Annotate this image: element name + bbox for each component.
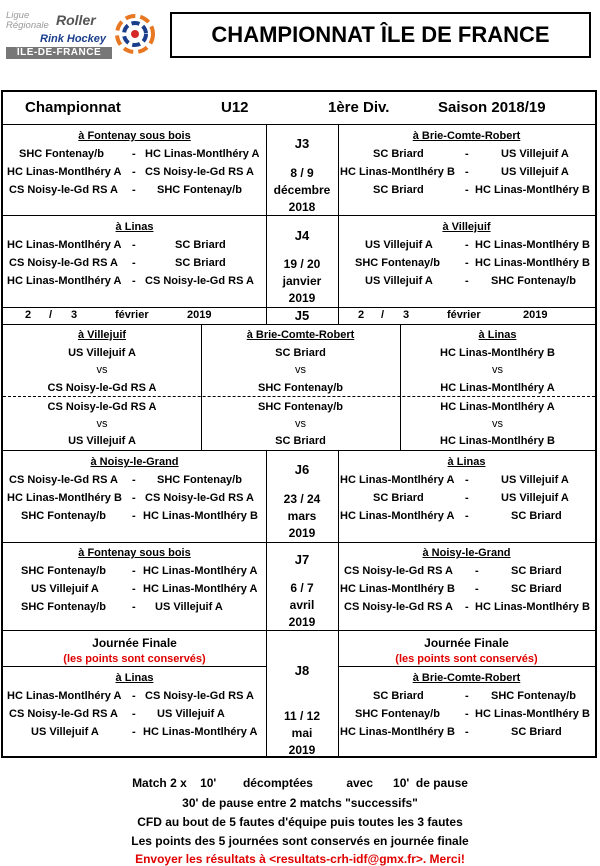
footer-points-rule: Les points des 5 journées sont conservés en journée finale (131, 834, 469, 848)
j8-left-home-2: CS Noisy-le-Gd RS A (9, 708, 118, 720)
j7-left-away-2: HC Linas-Montlhéry A (143, 583, 258, 595)
j3-right-home-2: HC Linas-Montlhéry B (340, 166, 455, 178)
j4-right-home-2: SHC Fontenay/b (355, 257, 440, 269)
footer-match-rule: Match 2 x 10' décomptées avec 10' de pause (132, 776, 468, 790)
j5-dashed-divider (3, 396, 595, 397)
footer-foul-rule: CFD au bout de 5 fautes d'équipe puis toutes les 3 fautes (137, 815, 463, 829)
header-category: U12 (221, 99, 249, 116)
j4-left-venue: à Linas (115, 221, 154, 233)
separator: - (132, 166, 136, 178)
j8-left-venue: à Linas (115, 672, 154, 684)
j4-month: janvier (282, 274, 322, 288)
j3-right-home-1: SC Briard (373, 148, 424, 160)
j5-col2-line1: SC Briard (275, 347, 326, 359)
separator: - (132, 184, 136, 196)
separator: - (132, 565, 136, 577)
j5-col2-line3: SHC Fontenay/b (258, 382, 343, 394)
j5-col1-venue: à Villejuif (77, 329, 127, 341)
j5-col1-line4: CS Noisy-le-Gd RS A (47, 401, 157, 413)
separator: - (132, 474, 136, 486)
j6-right-home-3: HC Linas-Montlhéry A (340, 510, 455, 522)
j8-right-final-label: Journée Finale (424, 636, 509, 650)
j5-col1-vs1: vs (96, 364, 108, 376)
j5-date-left-day2: 3 (71, 309, 78, 321)
j5-date-right-day1: 2 (358, 309, 365, 321)
j8-days: 11 / 12 (283, 709, 321, 723)
j5-col2-line4: SHC Fontenay/b (258, 401, 343, 413)
j5-date-left-slash: / (49, 309, 53, 321)
separator: - (132, 275, 136, 287)
j7-right-away-2: SC Briard (511, 583, 562, 595)
j6-right-away-3: SC Briard (511, 510, 562, 522)
j4-right-away-3: SHC Fontenay/b (491, 275, 576, 287)
separator: - (465, 239, 469, 251)
j4-year: 2019 (288, 291, 316, 305)
j3-left-home-2: HC Linas-Montlhéry A (7, 166, 122, 178)
j6-year: 2019 (288, 526, 316, 540)
separator: - (465, 257, 469, 269)
j4-right-venue: à Villejuif (442, 221, 491, 233)
row-divider (3, 324, 595, 325)
j5-col2-vs2: vs (295, 418, 306, 430)
j4-right-home-3: US Villejuif A (365, 275, 433, 287)
j5-date-right-year: 2019 (523, 309, 548, 321)
logo-brand-2: Rink Hockey (40, 33, 107, 45)
j5-col3-vs1: vs (492, 364, 503, 376)
row-divider (3, 215, 595, 216)
j7-left-home-2: US Villejuif A (31, 583, 99, 595)
j5-col3-line3: HC Linas-Montlhéry A (440, 382, 555, 394)
header-label: Championnat (25, 99, 121, 116)
j4-left-away-1: SC Briard (175, 239, 226, 251)
j5-date-right-slash: / (381, 309, 385, 321)
j7-left-venue: à Fontenay sous bois (78, 547, 191, 559)
j4-right-away-2: HC Linas-Montlhéry B (475, 257, 590, 269)
j5-col1-line6: US Villejuif A (68, 435, 136, 447)
separator: - (475, 565, 479, 577)
j5-col3-vs2: vs (492, 418, 503, 430)
j3-right-away-2: US Villejuif A (501, 166, 569, 178)
j5-col1-vs2: vs (96, 418, 108, 430)
j8-left-away-2: US Villejuif A (157, 708, 225, 720)
j8-right-venue: à Brie-Comte-Robert (412, 672, 521, 684)
footer-results-email[interactable]: Envoyer les résultats à <resultats-crh-idf@gmx.fr>. Merci! (135, 852, 465, 866)
row-divider (3, 542, 595, 543)
j7-days: 6 / 7 (290, 581, 314, 595)
j5-col2-line6: SC Briard (275, 435, 326, 447)
separator: - (465, 275, 469, 287)
j8-left-final-label: Journée Finale (92, 636, 177, 650)
schedule-table (1, 90, 597, 758)
j6-month: mars (287, 509, 317, 523)
j3-month: décembre (273, 183, 331, 197)
header-season: Saison 2018/19 (438, 99, 546, 116)
j6-code: J6 (294, 462, 310, 477)
j4-left-home-2: CS Noisy-le-Gd RS A (9, 257, 118, 269)
separator: - (465, 166, 469, 178)
j6-right-home-2: SC Briard (373, 492, 424, 504)
separator: - (465, 148, 469, 160)
separator: - (132, 492, 136, 504)
j4-left-away-2: SC Briard (175, 257, 226, 269)
j8-right-away-2: HC Linas-Montlhéry B (475, 708, 590, 720)
row-divider (3, 124, 595, 125)
j5-date-right-day2: 3 (403, 309, 410, 321)
j8-left-home-3: US Villejuif A (31, 726, 99, 738)
j7-left-away-1: HC Linas-Montlhéry A (143, 565, 258, 577)
j8-code: J8 (294, 663, 310, 678)
j8-left-away-3: HC Linas-Montlhéry A (143, 726, 258, 738)
j7-right-venue: à Noisy-le-Grand (422, 547, 511, 559)
j4-left-away-3: CS Noisy-le-Gd RS A (145, 275, 254, 287)
j6-right-home-1: HC Linas-Montlhéry A (340, 474, 455, 486)
j3-code: J3 (294, 136, 310, 151)
j5-col1-line1: US Villejuif A (68, 347, 136, 359)
logo-swirl-icon (114, 8, 156, 60)
row-divider (3, 450, 595, 451)
j8-right-away-1: SHC Fontenay/b (491, 690, 576, 702)
j3-left-away-3: SHC Fontenay/b (157, 184, 242, 196)
j8-left-points-note: (les points sont conservés) (63, 653, 206, 665)
j6-right-away-1: US Villejuif A (501, 474, 569, 486)
j3-left-home-3: CS Noisy-le-Gd RS A (9, 184, 118, 196)
j5-date-right-month: février (447, 309, 481, 321)
j6-right-away-2: US Villejuif A (501, 492, 569, 504)
j8-right-home-3: HC Linas-Montlhéry B (340, 726, 455, 738)
separator: - (465, 601, 469, 613)
j4-days: 19 / 20 (283, 257, 321, 271)
j5-col3-venue: à Linas (478, 329, 517, 341)
j7-right-away-1: SC Briard (511, 565, 562, 577)
j5-col2-venue: à Brie-Comte-Robert (246, 329, 355, 341)
j5-date-left-day1: 2 (25, 309, 32, 321)
separator: - (132, 583, 136, 595)
j7-right-home-1: CS Noisy-le-Gd RS A (344, 565, 453, 577)
j8-left-away-1: CS Noisy-le-Gd RS A (145, 690, 254, 702)
logo-region: ÎLE-DE-FRANCE (6, 47, 112, 59)
j3-right-away-3: HC Linas-Montlhéry B (475, 184, 590, 196)
j3-left-home-1: SHC Fontenay/b (19, 148, 104, 160)
j3-right-away-1: US Villejuif A (501, 148, 569, 160)
j7-month: avril (289, 598, 315, 612)
separator: - (465, 510, 469, 522)
logo-line-1: Ligue (6, 10, 30, 21)
j6-right-venue: à Linas (447, 456, 486, 468)
separator: - (132, 690, 136, 702)
j5-code: J5 (294, 308, 310, 323)
j4-left-home-3: HC Linas-Montlhéry A (7, 275, 122, 287)
col-divider (338, 450, 339, 756)
separator: - (465, 492, 469, 504)
row-divider (3, 666, 266, 667)
separator: - (132, 601, 136, 613)
j5-date-left-year: 2019 (187, 309, 212, 321)
j7-right-away-3: HC Linas-Montlhéry B (475, 601, 590, 613)
j6-left-venue: à Noisy-le-Grand (90, 456, 179, 468)
j6-left-away-3: HC Linas-Montlhéry B (143, 510, 258, 522)
league-logo (4, 6, 156, 64)
separator: - (465, 690, 469, 702)
logo-brand: Roller (56, 12, 96, 28)
j5-col3-line6: HC Linas-Montlhéry B (440, 435, 555, 447)
j8-month: mai (291, 726, 313, 740)
j7-right-home-2: HC Linas-Montlhéry B (340, 583, 455, 595)
j5-col2-vs1: vs (295, 364, 306, 376)
j3-days: 8 / 9 (290, 166, 314, 180)
j7-left-home-3: SHC Fontenay/b (21, 601, 106, 613)
j7-year: 2019 (288, 615, 316, 629)
separator: - (132, 239, 136, 251)
separator: - (132, 708, 136, 720)
j8-right-points-note: (les points sont conservés) (395, 653, 538, 665)
header-division: 1ère Div. (328, 99, 390, 116)
page-title: CHAMPIONNAT ÎLE DE FRANCE (170, 12, 591, 58)
j5-col1-line3: CS Noisy-le-Gd RS A (47, 382, 157, 394)
j6-left-home-2: HC Linas-Montlhéry B (7, 492, 122, 504)
j7-left-home-1: SHC Fontenay/b (21, 565, 106, 577)
j4-code: J4 (294, 228, 310, 243)
j4-left-home-1: HC Linas-Montlhéry A (7, 239, 122, 251)
separator: - (465, 184, 469, 196)
j3-right-venue: à Brie-Comte-Robert (412, 130, 521, 142)
j3-left-venue: à Fontenay sous bois (78, 130, 191, 142)
j4-right-away-1: HC Linas-Montlhéry B (475, 239, 590, 251)
j3-year: 2018 (288, 200, 316, 214)
j8-right-home-2: SHC Fontenay/b (355, 708, 440, 720)
separator: - (465, 474, 469, 486)
j3-left-away-2: CS Noisy-le-Gd RS A (145, 166, 254, 178)
j8-right-home-1: SC Briard (373, 690, 424, 702)
footer-pause-rule: 30' de pause entre 2 matchs "successifs" (182, 796, 418, 810)
j5-col3-line1: HC Linas-Montlhéry B (440, 347, 555, 359)
j6-days: 23 / 24 (283, 492, 321, 506)
j5-col3-line4: HC Linas-Montlhéry A (440, 401, 555, 413)
separator: - (132, 148, 136, 160)
separator: - (465, 726, 469, 738)
row-divider (3, 630, 595, 631)
separator: - (465, 708, 469, 720)
separator: - (475, 583, 479, 595)
j5-date-left-month: février (115, 309, 149, 321)
j7-code: J7 (294, 552, 310, 567)
j3-left-away-1: HC Linas-Montlhéry A (145, 148, 260, 160)
j6-left-away-2: CS Noisy-le-Gd RS A (145, 492, 254, 504)
separator: - (132, 726, 136, 738)
j8-year: 2019 (288, 743, 316, 757)
j8-left-home-1: HC Linas-Montlhéry A (7, 690, 122, 702)
logo-line-2: Régionale (6, 20, 49, 31)
j4-right-home-1: US Villejuif A (365, 239, 433, 251)
j6-left-away-1: SHC Fontenay/b (157, 474, 242, 486)
j6-left-home-3: SHC Fontenay/b (21, 510, 106, 522)
row-divider (338, 666, 595, 667)
j6-left-home-1: CS Noisy-le-Gd RS A (9, 474, 118, 486)
separator: - (132, 257, 136, 269)
separator: - (132, 510, 136, 522)
j7-left-away-3: US Villejuif A (155, 601, 223, 613)
j7-right-home-3: CS Noisy-le-Gd RS A (344, 601, 453, 613)
j3-right-home-3: SC Briard (373, 184, 424, 196)
j8-right-away-3: SC Briard (511, 726, 562, 738)
